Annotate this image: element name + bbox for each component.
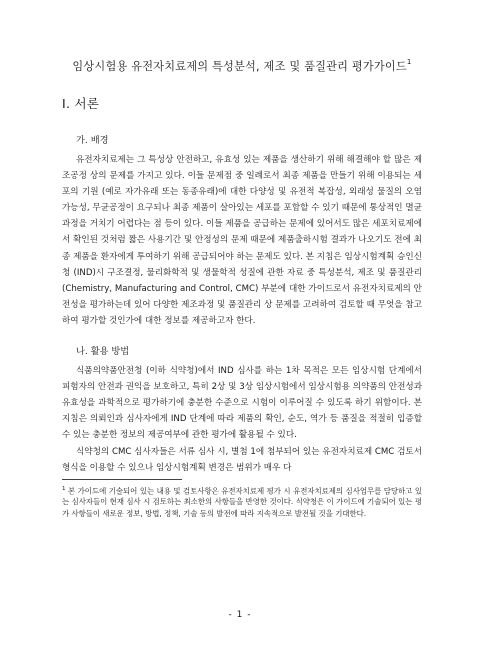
title-footnote-mark[interactable]: 1 — [406, 58, 412, 67]
background-paragraph: 유전자치료제는 그 특성상 안전하고, 유효성 있는 제품을 생산하기 위해 해결해야 할 많은 제조공정 상의 문제를 가지고 있다. 이들 문제점 중 일례로서 최종 제품을 만들기 위해 이용되는 세포의 기원 (예로 자가유래 또는 동종유래)에 대한 다양성 및 유전적 복잡성, 외래성 물질의 오염 가능성, 무균공정이 요구되나 최종 제품이 살아있는 세포를 포함할 수 있기 때문에 통상적인 멸균과정을 거치기 어렵다는 점 등이 있다. 이들 제품을 공급하는 문제에 있어서도 많은 세포치료제에서 확인된 것처럼 짧은 사용기간 및 안정성의 문제 때문에 제품출하시험 결과가 나오기도 전에 최종 제품을 환자에게 투여하기 위해 공급되어야 하는 문제도 있다. 본 지침은 임상시험계획 승인신청 (IND)시 구조결정, 물리화학적 및 생물학적 성질에 관한 자료 중 특성분석, 제조 및 품질관리 (Chemistry, Manufacturing and Control, CMC) 부분에 대한 가이드로서 유전자치료제의 안전성을 평가하는데 있어 다양한 제조과정 및 품질관리 상 문제를 고려하여 검토할 때 무엇을 참고하여 평가할 것인가에 대한 정보를 제공하고자 한다. — [62, 155, 422, 326]
usage-paragraph-2: 식약청의 CMC 심사자들은 서류 심사 시, 별첨 1에 첨부되어 있는 유전자치료제 CMC 검토서 형식을 이용할 수 있으나 임상시험계획 변경은 범위가 매우 다 — [62, 446, 422, 473]
usage-paragraph-1: 식품의약품안전청 (이하 식약청)에서 IND 심사를 하는 1차 목적은 모든 임상시험 단계에서 피험자의 안전과 권익을 보호하고, 특히 2상 및 3상 임상시험에서 임상시험용 의약품의 안전성과 유효성을 과학적으로 평가하기에 충분한 수준으로 시험이 이루어질 수 있도록 하기 위함이다. 본 지침은 의뢰인과 심사자에게 IND 단계에 따라 제품의 확인, 순도, 역가 등 품질을 적절히 입증할 수 있는 충분한 정보의 제공여부에 관한 평가에 활용될 수 있다. — [62, 366, 422, 441]
footnote-divider — [62, 479, 182, 480]
footnote-text: 본 가이드에 기술되어 있는 내용 및 검토사항은 유전자치료제 평가 시 유전자치료제의 심사업무를 담당하고 있는 심사자들이 현재 심사 시 검토하는 최소한의 사항들을 반영한 것이다. 식약청은 이 가이드에 기술되어 있는 평가 사항들이 새로운 정보, 방법, 정책, 기술 등의 발전에 따라 지속적으로 발전될 것을 기대한다. — [62, 486, 422, 518]
document-title-text: 임상시험용 유전자치료제의 특성분석, 제조 및 품질관리 평가가이드 — [72, 60, 407, 73]
section-heading-introduction: Ⅰ. 서론 — [62, 96, 100, 111]
document-title — [62, 58, 422, 74]
footnote-mark: 1 — [62, 485, 66, 492]
footnote — [62, 484, 422, 519]
subheading-background: 가. 배경 — [76, 135, 109, 146]
subheading-usage-method: 나. 활용 방법 — [76, 346, 130, 358]
page-number: - 1 - — [228, 610, 252, 620]
